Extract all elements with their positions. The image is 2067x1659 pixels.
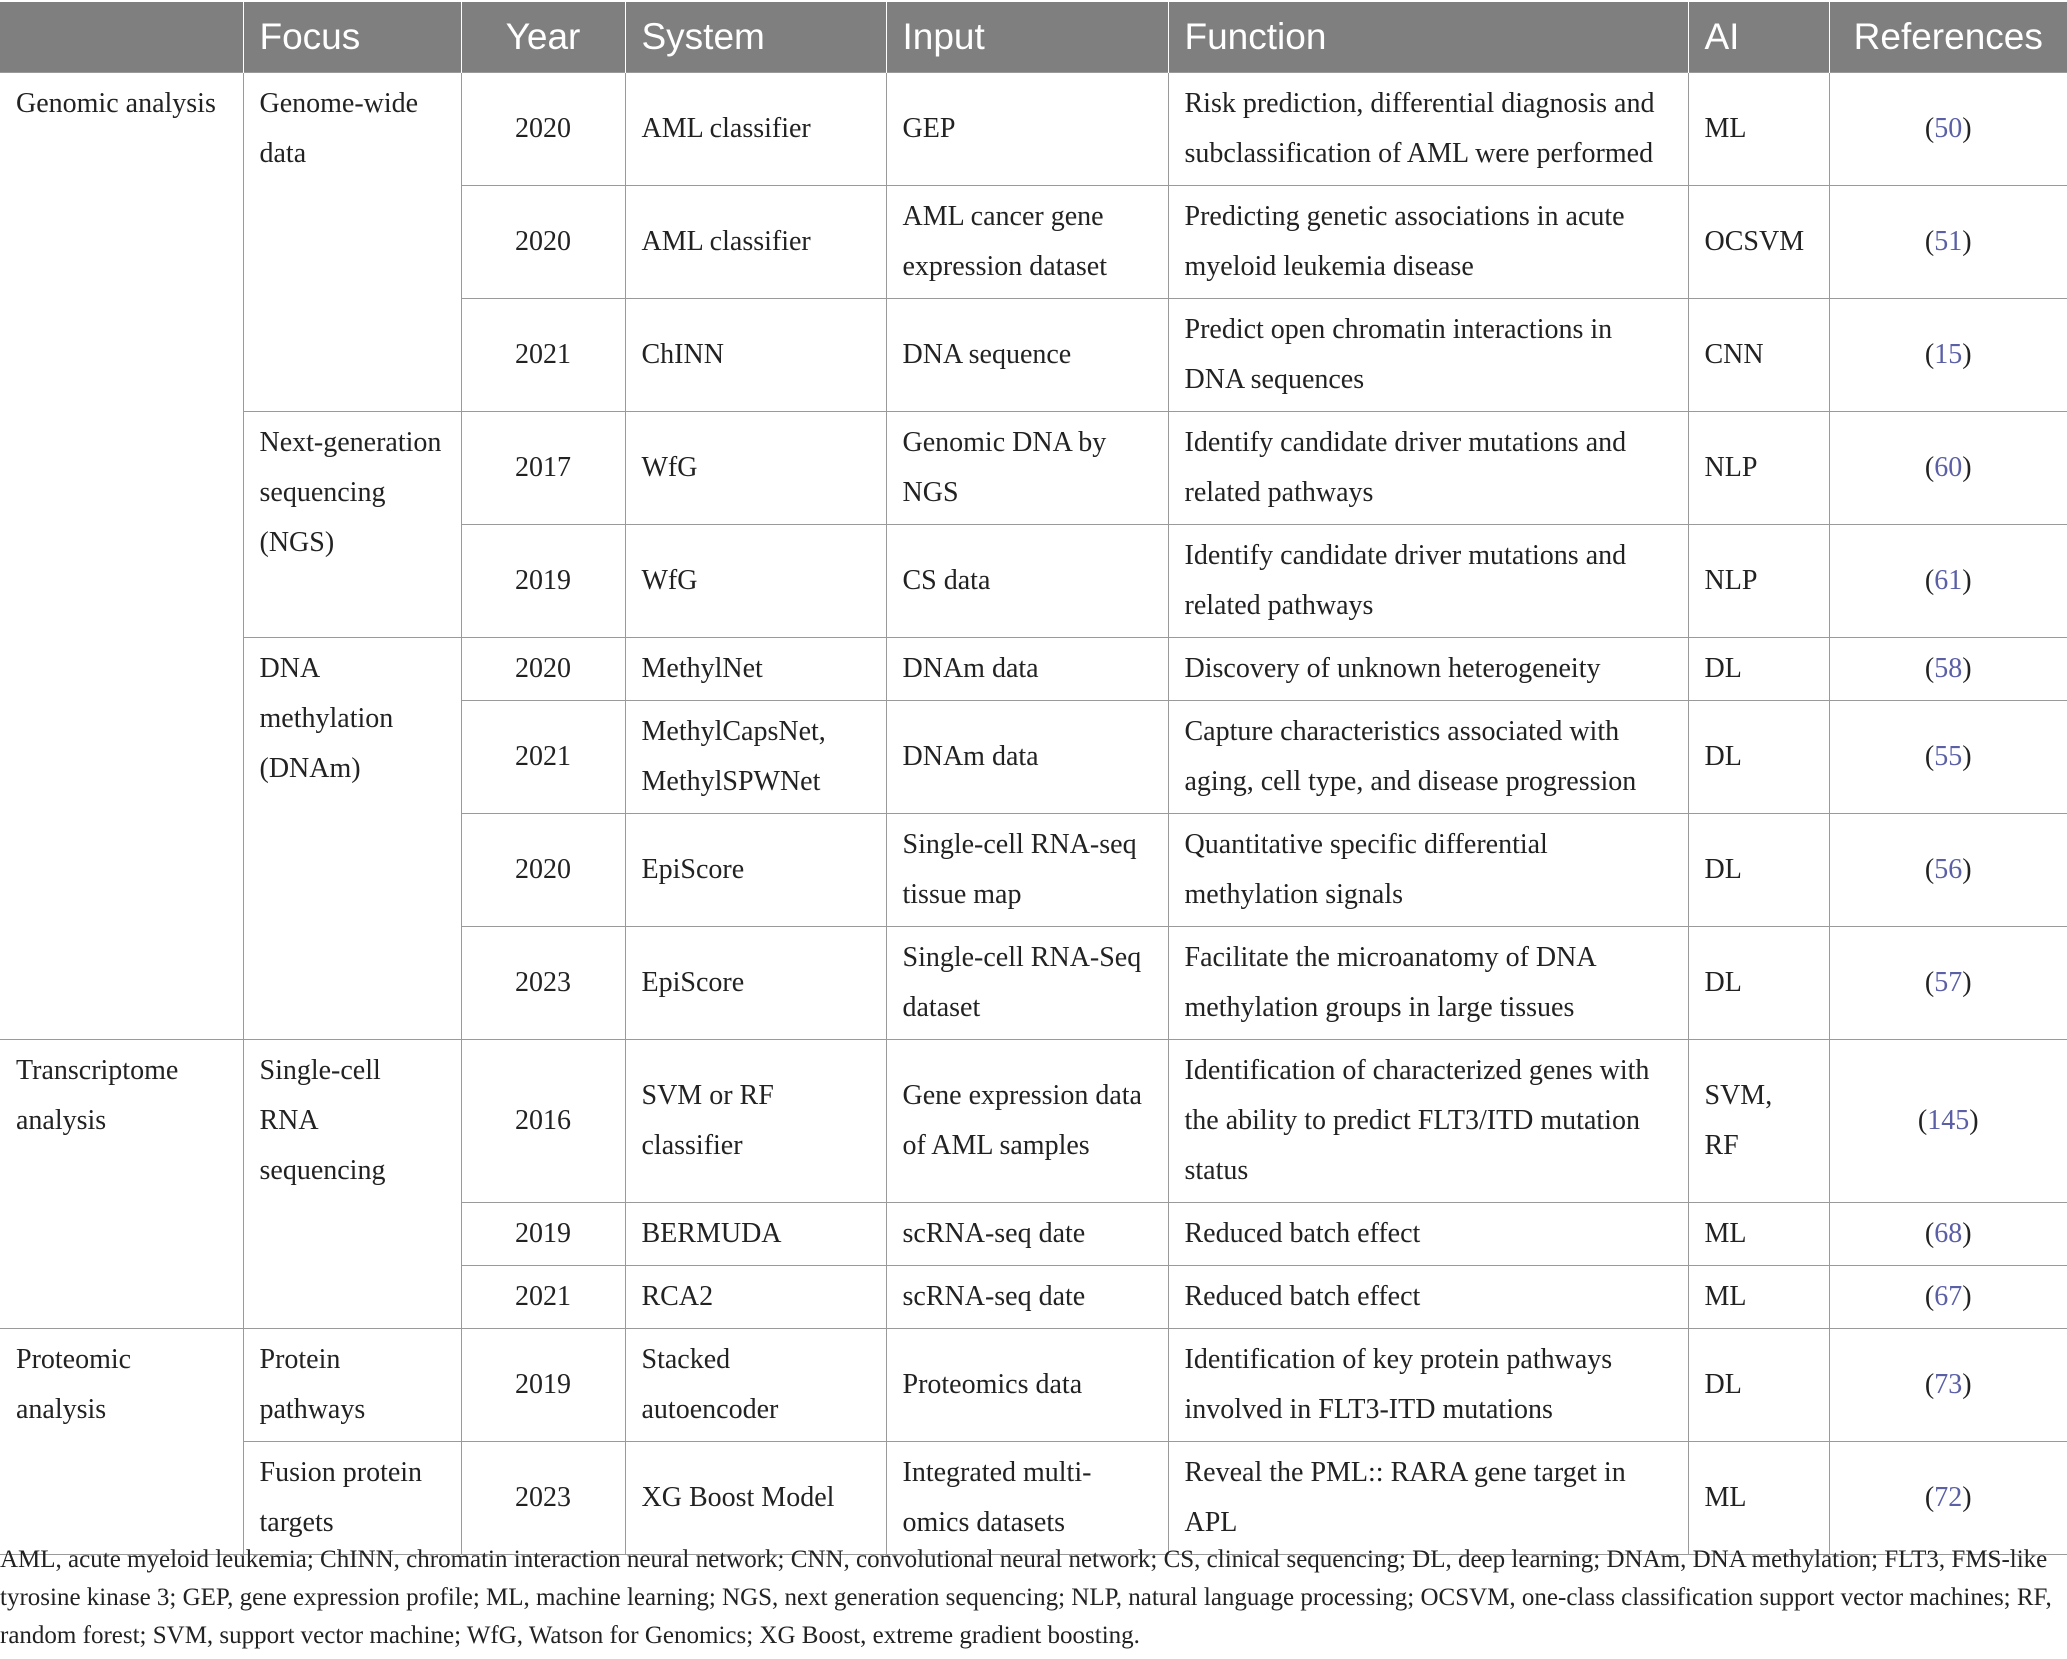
ai-cell: DL: [1688, 701, 1829, 814]
header-year: Year: [461, 2, 625, 73]
focus-cell: Single-cell RNA sequencing: [243, 1040, 461, 1329]
category-cell: Proteomic analysis: [0, 1329, 243, 1555]
reference-cell: (61): [1829, 525, 2067, 638]
year-cell: 2021: [461, 299, 625, 412]
ai-cell: OCSVM: [1688, 186, 1829, 299]
reference-link[interactable]: 145: [1927, 1105, 1970, 1136]
ai-cell: ML: [1688, 1266, 1829, 1329]
year-cell: 2020: [461, 814, 625, 927]
table-row: [0, 412, 2067, 525]
ai-cell: DL: [1688, 927, 1829, 1040]
ai-cell: NLP: [1688, 525, 1829, 638]
category-cell: Transcriptome analysis: [0, 1040, 243, 1329]
input-cell: Integrated multi-omics datasets: [886, 1442, 1168, 1555]
system-cell: WfG: [625, 412, 886, 525]
header-references: References: [1829, 2, 2067, 73]
focus-cell: Fusion protein targets: [243, 1442, 461, 1555]
system-cell: MethylCapsNet, MethylSPWNet: [625, 701, 886, 814]
reference-link[interactable]: 15: [1934, 339, 1963, 370]
reference-link[interactable]: 50: [1934, 113, 1963, 144]
function-cell: Reveal the PML:: RARA gene target in APL: [1168, 1442, 1688, 1555]
system-cell: XG Boost Model: [625, 1442, 886, 1555]
reference-cell: (56): [1829, 814, 2067, 927]
function-cell: Identify candidate driver mutations and related pathways: [1168, 412, 1688, 525]
reference-cell: (67): [1829, 1266, 2067, 1329]
reference-cell: (58): [1829, 638, 2067, 701]
ai-cell: NLP: [1688, 412, 1829, 525]
year-cell: 2020: [461, 73, 625, 186]
reference-cell: (15): [1829, 299, 2067, 412]
header-focus: Focus: [243, 2, 461, 73]
header-system: System: [625, 2, 886, 73]
reference-cell: (51): [1829, 186, 2067, 299]
year-cell: 2019: [461, 1203, 625, 1266]
input-cell: Proteomics data: [886, 1329, 1168, 1442]
ai-cell: ML: [1688, 1442, 1829, 1555]
reference-link[interactable]: 57: [1934, 967, 1963, 998]
header-ai: AI: [1688, 2, 1829, 73]
year-cell: 2023: [461, 1442, 625, 1555]
input-cell: GEP: [886, 73, 1168, 186]
system-cell: AML classifier: [625, 186, 886, 299]
function-cell: Identification of characterized genes with the ability to predict FLT3/ITD mutation status: [1168, 1040, 1688, 1203]
reference-cell: (57): [1829, 927, 2067, 1040]
input-cell: Single-cell RNA-seq tissue map: [886, 814, 1168, 927]
system-cell: MethylNet: [625, 638, 886, 701]
year-cell: 2017: [461, 412, 625, 525]
category-cell: Genomic analysis: [0, 73, 243, 1040]
input-cell: Gene expression data of AML samples: [886, 1040, 1168, 1203]
table-body: [0, 73, 2067, 1555]
year-cell: 2019: [461, 1329, 625, 1442]
ai-cell: DL: [1688, 638, 1829, 701]
input-cell: DNAm data: [886, 638, 1168, 701]
focus-cell: Protein pathways: [243, 1329, 461, 1442]
table-row: [0, 1040, 2067, 1203]
reference-link[interactable]: 72: [1934, 1482, 1963, 1513]
reference-link[interactable]: 60: [1934, 452, 1963, 483]
ai-cell: CNN: [1688, 299, 1829, 412]
system-cell: ChINN: [625, 299, 886, 412]
table-row: [0, 73, 2067, 186]
system-cell: EpiScore: [625, 927, 886, 1040]
reference-cell: (60): [1829, 412, 2067, 525]
function-cell: Quantitative specific differential methylation signals: [1168, 814, 1688, 927]
input-cell: scRNA-seq date: [886, 1266, 1168, 1329]
function-cell: Reduced batch effect: [1168, 1266, 1688, 1329]
table-header: [0, 2, 2067, 73]
ai-cell: DL: [1688, 814, 1829, 927]
system-cell: RCA2: [625, 1266, 886, 1329]
function-cell: Risk prediction, differential diagnosis and subclassification of AML were performed: [1168, 73, 1688, 186]
reference-link[interactable]: 61: [1934, 565, 1963, 596]
year-cell: 2020: [461, 186, 625, 299]
input-cell: DNAm data: [886, 701, 1168, 814]
year-cell: 2019: [461, 525, 625, 638]
function-cell: Reduced batch effect: [1168, 1203, 1688, 1266]
input-cell: Single-cell RNA-Seq dataset: [886, 927, 1168, 1040]
function-cell: Discovery of unknown heterogeneity: [1168, 638, 1688, 701]
table-footnote: AML, acute myeloid leukemia; ChINN, chromatin interaction neural network; CNN, convolutional neural network; CS, clinical sequencing; DL, deep learning; DNAm, DNA methylation; FLT3, FMS-like tyrosine kinase 3; GEP, gene expression profile; ML, machine learning; NGS, next generation sequencing; NLP, natural language processing; OCSVM, one-class classification support vector machines; RF, random forest; SVM, support vector machine; WfG, Watson for Genomics; XG Boost, extreme gradient boosting.: [0, 1546, 2052, 1649]
function-cell: Identification of key protein pathways involved in FLT3-ITD mutations: [1168, 1329, 1688, 1442]
reference-cell: (68): [1829, 1203, 2067, 1266]
focus-cell: DNA methylation (DNAm): [243, 638, 461, 1040]
reference-link[interactable]: 55: [1934, 741, 1963, 772]
header-row: [0, 2, 2067, 73]
function-cell: Capture characteristics associated with aging, cell type, and disease progression: [1168, 701, 1688, 814]
function-cell: Predicting genetic associations in acute myeloid leukemia disease: [1168, 186, 1688, 299]
reference-link[interactable]: 68: [1934, 1218, 1963, 1249]
system-cell: Stacked autoencoder: [625, 1329, 886, 1442]
year-cell: 2023: [461, 927, 625, 1040]
ai-cell: ML: [1688, 1203, 1829, 1266]
ai-cell: DL: [1688, 1329, 1829, 1442]
table-row: [0, 1329, 2067, 1442]
table-wrapper: [0, 2, 2067, 1555]
reference-cell: (73): [1829, 1329, 2067, 1442]
system-cell: EpiScore: [625, 814, 886, 927]
year-cell: 2020: [461, 638, 625, 701]
table-row: [0, 638, 2067, 701]
function-cell: Predict open chromatin interactions in DNA sequences: [1168, 299, 1688, 412]
ai-cell: ML: [1688, 73, 1829, 186]
system-cell: SVM or RF classifier: [625, 1040, 886, 1203]
focus-cell: Next-generation sequencing (NGS): [243, 412, 461, 638]
input-cell: CS data: [886, 525, 1168, 638]
ai-cell: SVM, RF: [1688, 1040, 1829, 1203]
header-function: Function: [1168, 2, 1688, 73]
header-input: Input: [886, 2, 1168, 73]
reference-link[interactable]: 58: [1934, 653, 1963, 684]
reference-cell: (50): [1829, 73, 2067, 186]
system-cell: BERMUDA: [625, 1203, 886, 1266]
header-category: [0, 2, 243, 73]
focus-cell: Genome-wide data: [243, 73, 461, 412]
input-cell: DNA sequence: [886, 299, 1168, 412]
system-cell: WfG: [625, 525, 886, 638]
reference-cell: (55): [1829, 701, 2067, 814]
year-cell: 2016: [461, 1040, 625, 1203]
reference-link[interactable]: 56: [1934, 854, 1963, 885]
reference-cell: (145): [1829, 1040, 2067, 1203]
function-cell: Facilitate the microanatomy of DNA methylation groups in large tissues: [1168, 927, 1688, 1040]
reference-link[interactable]: 67: [1934, 1281, 1963, 1312]
reference-cell: (72): [1829, 1442, 2067, 1555]
input-cell: Genomic DNA by NGS: [886, 412, 1168, 525]
year-cell: 2021: [461, 1266, 625, 1329]
reference-link[interactable]: 51: [1934, 226, 1963, 257]
reference-link[interactable]: 73: [1934, 1369, 1963, 1400]
input-cell: AML cancer gene expression dataset: [886, 186, 1168, 299]
input-cell: scRNA-seq date: [886, 1203, 1168, 1266]
table-row: [0, 1442, 2067, 1555]
function-cell: Identify candidate driver mutations and related pathways: [1168, 525, 1688, 638]
methods-table: [0, 2, 2067, 1555]
system-cell: AML classifier: [625, 73, 886, 186]
year-cell: 2021: [461, 701, 625, 814]
